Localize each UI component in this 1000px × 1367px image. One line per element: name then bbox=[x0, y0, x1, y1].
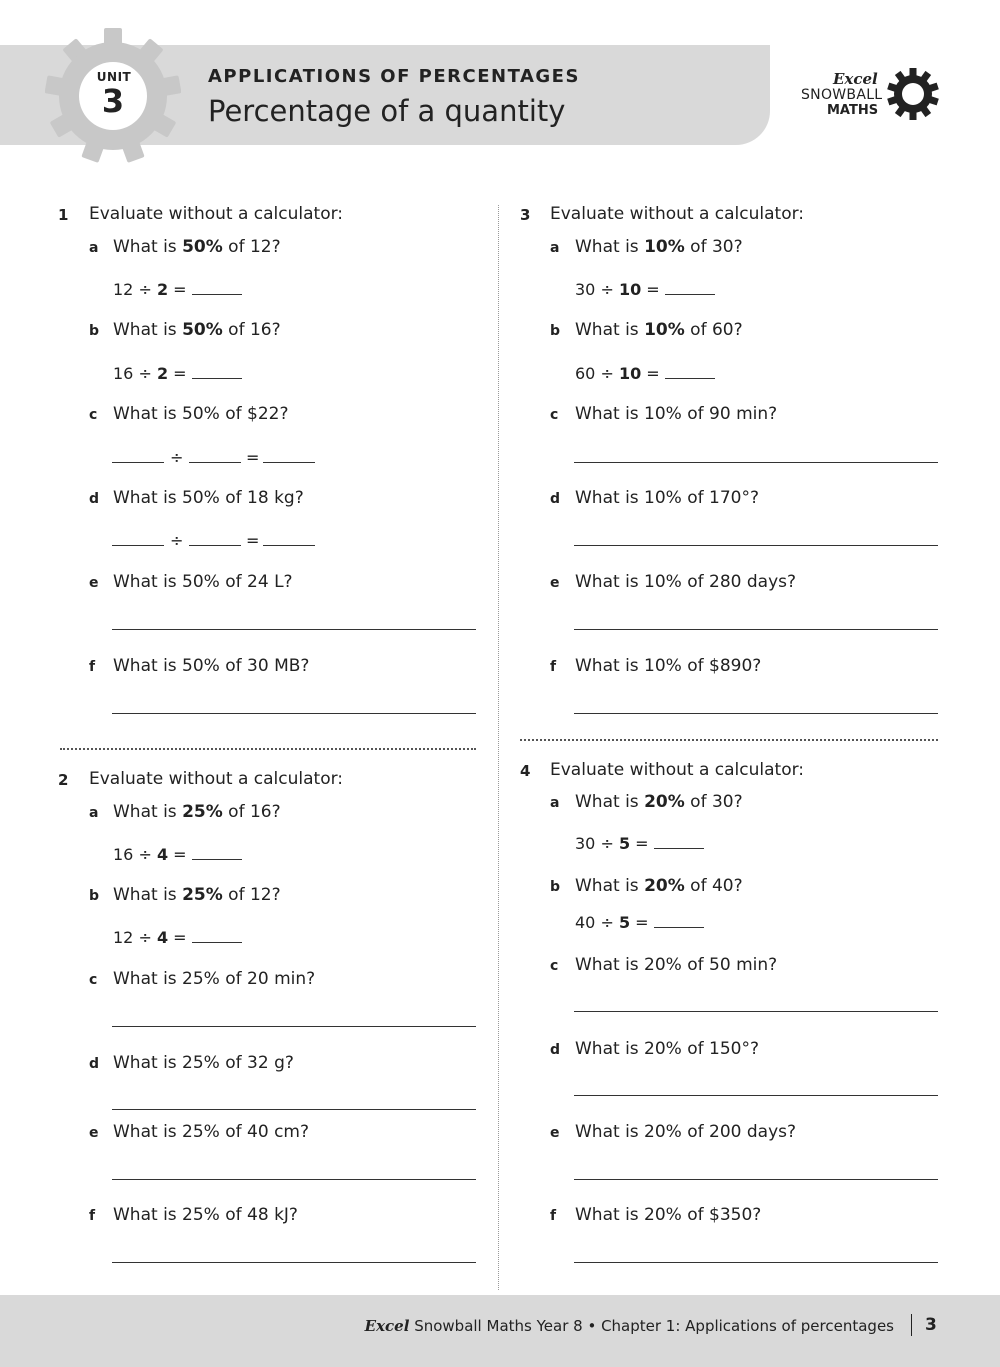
divide-symbol: ÷ bbox=[170, 448, 184, 467]
part-question: What is 10% of $890? bbox=[575, 656, 762, 676]
answer-blank[interactable] bbox=[112, 462, 164, 463]
part-question: What is 25% of 48 kJ? bbox=[113, 1205, 298, 1225]
working-line: 40 ÷ 5 = bbox=[575, 913, 704, 932]
part-question: What is 25% of 32 g? bbox=[113, 1053, 294, 1073]
part-question: What is 10% of 90 min? bbox=[575, 404, 778, 424]
unit-number: 3 bbox=[101, 82, 125, 120]
part-label: b bbox=[550, 323, 561, 339]
answer-line[interactable] bbox=[574, 1095, 938, 1096]
question-prompt: Evaluate without a calculator: bbox=[550, 760, 805, 780]
part-label: e bbox=[550, 575, 560, 591]
answer-line[interactable] bbox=[112, 1179, 476, 1180]
part-label: d bbox=[89, 1056, 100, 1072]
part-label: b bbox=[550, 879, 561, 895]
divide-symbol: ÷ bbox=[170, 531, 184, 550]
answer-blank[interactable] bbox=[263, 545, 315, 546]
part-question: What is 50% of 30 MB? bbox=[113, 656, 310, 676]
answer-blank[interactable] bbox=[192, 282, 242, 295]
part-label: a bbox=[89, 805, 99, 821]
part-label: f bbox=[89, 659, 96, 675]
answer-line[interactable] bbox=[112, 1109, 476, 1110]
page-number: 3 bbox=[925, 1315, 937, 1335]
working-line: 16 ÷ 4 = bbox=[113, 845, 242, 864]
part-label: a bbox=[550, 240, 560, 256]
footer-separator bbox=[911, 1314, 912, 1336]
section-divider-right bbox=[520, 739, 938, 741]
answer-line[interactable] bbox=[574, 1179, 938, 1180]
footer-book: Snowball Maths Year 8 bbox=[409, 1317, 583, 1335]
part-label: f bbox=[550, 659, 557, 675]
part-question: What is 20% of 200 days? bbox=[575, 1122, 797, 1142]
answer-line[interactable] bbox=[112, 1026, 476, 1027]
answer-blank[interactable] bbox=[189, 462, 241, 463]
part-question: What is 50% of 24 L? bbox=[113, 572, 293, 592]
part-label: c bbox=[550, 407, 559, 423]
part-label: a bbox=[550, 795, 560, 811]
answer-blank[interactable] bbox=[263, 462, 315, 463]
part-label: d bbox=[550, 491, 561, 507]
part-question: What is 10% of 170°? bbox=[575, 488, 760, 508]
part-label: f bbox=[89, 1208, 96, 1224]
unit-label: UNIT bbox=[96, 70, 132, 84]
question-prompt: Evaluate without a calculator: bbox=[89, 769, 344, 789]
part-question: What is 20% of 150°? bbox=[575, 1039, 760, 1059]
footer-bullet: • bbox=[582, 1317, 602, 1335]
part-label: c bbox=[89, 407, 98, 423]
part-label: d bbox=[89, 491, 100, 507]
part-question: What is 25% of 40 cm? bbox=[113, 1122, 309, 1142]
footer-excel: Excel bbox=[364, 1317, 410, 1335]
question-number: 4 bbox=[520, 762, 531, 780]
logo-maths-text: MATHS bbox=[827, 103, 879, 118]
answer-line[interactable] bbox=[574, 545, 938, 546]
question-prompt: Evaluate without a calculator: bbox=[550, 204, 805, 224]
answer-line[interactable] bbox=[574, 1262, 938, 1263]
topic-heading: APPLICATIONS OF PERCENTAGES bbox=[208, 66, 580, 87]
part-label: e bbox=[89, 1125, 99, 1141]
part-question: What is 25% of 20 min? bbox=[113, 969, 316, 989]
answer-blank[interactable] bbox=[192, 847, 242, 860]
answer-blank[interactable] bbox=[665, 366, 715, 379]
question-number: 1 bbox=[58, 206, 69, 224]
answer-blank[interactable] bbox=[654, 915, 704, 928]
answer-line[interactable] bbox=[112, 713, 476, 714]
part-question: What is 25% of 16? bbox=[113, 802, 281, 822]
part-question: What is 20% of $350? bbox=[575, 1205, 762, 1225]
part-question: What is 50% of 12? bbox=[113, 237, 281, 257]
answer-line[interactable] bbox=[574, 629, 938, 630]
part-label: e bbox=[89, 575, 99, 591]
part-label: b bbox=[89, 323, 100, 339]
answer-blank[interactable] bbox=[665, 282, 715, 295]
answer-blank[interactable] bbox=[112, 545, 164, 546]
footer-caption bbox=[365, 1317, 894, 1335]
part-label: f bbox=[550, 1208, 557, 1224]
part-question: What is 50% of 18 kg? bbox=[113, 488, 304, 508]
answer-line[interactable] bbox=[112, 1262, 476, 1263]
answer-line[interactable] bbox=[574, 462, 938, 463]
column-divider bbox=[498, 205, 499, 1290]
question-prompt: Evaluate without a calculator: bbox=[89, 204, 344, 224]
equals-symbol: = bbox=[246, 531, 260, 550]
part-label: d bbox=[550, 1042, 561, 1058]
working-line: 60 ÷ 10 = bbox=[575, 364, 715, 383]
answer-line[interactable] bbox=[574, 1011, 938, 1012]
working-line: 16 ÷ 2 = bbox=[113, 364, 242, 383]
part-question: What is 50% of 16? bbox=[113, 320, 281, 340]
part-question: What is 50% of $22? bbox=[113, 404, 289, 424]
answer-blank[interactable] bbox=[189, 545, 241, 546]
answer-blank[interactable] bbox=[654, 836, 704, 849]
part-label: c bbox=[89, 972, 98, 988]
logo-excel-text: Excel bbox=[833, 70, 878, 88]
question-number: 2 bbox=[58, 771, 69, 789]
part-question: What is 10% of 280 days? bbox=[575, 572, 797, 592]
working-line: 30 ÷ 5 = bbox=[575, 834, 704, 853]
part-label: c bbox=[550, 958, 559, 974]
part-question: What is 20% of 30? bbox=[575, 792, 743, 812]
page-title: Percentage of a quantity bbox=[208, 94, 566, 128]
logo-snowball-text: SNOWBALL bbox=[801, 87, 883, 103]
equals-symbol: = bbox=[246, 448, 260, 467]
part-question: What is 20% of 40? bbox=[575, 876, 743, 896]
answer-blank[interactable] bbox=[192, 366, 242, 379]
working-line: 12 ÷ 4 = bbox=[113, 928, 242, 947]
answer-blank[interactable] bbox=[192, 930, 242, 943]
part-label: b bbox=[89, 888, 100, 904]
answer-line[interactable] bbox=[574, 713, 938, 714]
footer-chapter: Chapter 1: Applications of percentages bbox=[601, 1317, 894, 1335]
answer-line[interactable] bbox=[112, 629, 476, 630]
part-question: What is 10% of 30? bbox=[575, 237, 743, 257]
question-number: 3 bbox=[520, 206, 531, 224]
part-question: What is 25% of 12? bbox=[113, 885, 281, 905]
section-divider-left bbox=[60, 748, 476, 750]
part-question: What is 20% of 50 min? bbox=[575, 955, 778, 975]
working-line: 12 ÷ 2 = bbox=[113, 280, 242, 299]
part-question: What is 10% of 60? bbox=[575, 320, 743, 340]
part-label: a bbox=[89, 240, 99, 256]
logo-gear-icon bbox=[886, 67, 940, 121]
working-line: 30 ÷ 10 = bbox=[575, 280, 715, 299]
part-label: e bbox=[550, 1125, 560, 1141]
